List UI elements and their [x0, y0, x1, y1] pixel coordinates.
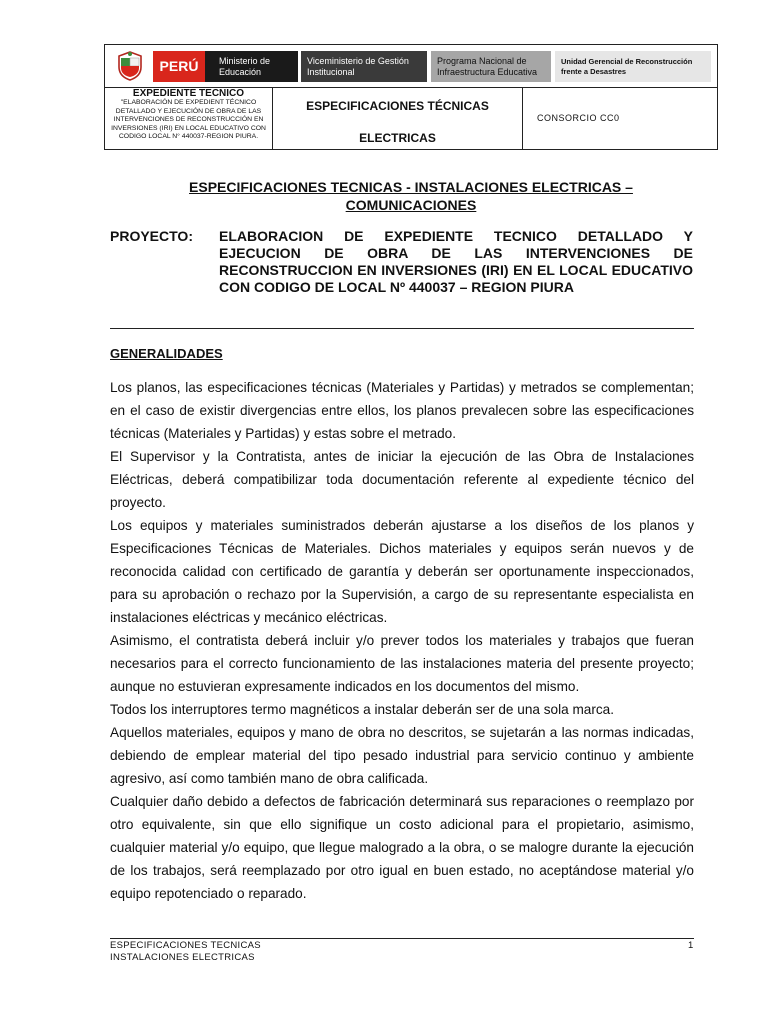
- footer-line2: INSTALACIONES ELECTRICAS: [110, 952, 255, 963]
- peru-label: PERÚ: [153, 51, 205, 82]
- project-label: PROYECTO:: [110, 228, 193, 244]
- paragraph: El Supervisor y la Contratista, antes de iniciar la ejecución de las Obra de Instalaciones Eléctricas, deberá compatibilizar toda documentación referente al expediente técnico del proyecto.: [110, 449, 694, 510]
- expediente-description: "ELABORACIÓN DE EXPEDIENT TÉCNICO DETALLADO Y EJECUCIÓN DE OBRA DE LAS INTERVENCIONES DE RECONSTRUCCIÓN EN INVERSIONES (IRI) EN LOCAL EDUCATIVO CON CODIGO LOCAL N° 440037-REGION PIURA.: [111, 99, 266, 141]
- footer-line1: ESPECIFICACIONES TECNICAS: [110, 940, 261, 951]
- document-header: [104, 44, 718, 150]
- paragraph: Cualquier daño debido a defectos de fabricación determinará sus reparaciones o reemplazo por otro equivalente, sin que ello signifique un costo adicional para el propietario, asimismo, cualquier material y/o equipo, que llegue malogrado a la obra, o se malogre durante la ejecución de los trabajos, será reemplazado por otro igual en buen estado, no aceptándose material y/o equipo repotenciado o reparado.: [110, 794, 694, 901]
- paragraph: Asimismo, el contratista deberá incluir y/o prever todos los materiales y trabajos que fueran necesarios para el correcto funcionamiento de las instalaciones materia del presente proyecto; aunque no estuvieran expresamente indicados en los documentos del mismo.: [110, 633, 694, 694]
- body-paragraphs: [110, 376, 694, 905]
- programa-label: Programa Nacional de Infraestructura Educativa: [431, 51, 551, 82]
- paragraph: Los planos, las especificaciones técnicas (Materiales y Partidas) y metrados se complementan; en el caso de existir divergencias entre ellos, los planos prevalecen sobre las especificaciones técnicas (Materiales y Partidas) y estas sobre el metrado.: [110, 380, 694, 441]
- viceministerio-label: Viceministerio de Gestión Institucional: [301, 51, 427, 82]
- especificaciones-title: ESPECIFICACIONES TÉCNICAS: [306, 99, 489, 113]
- footer-divider: [110, 938, 694, 939]
- paragraph: Aquellos materiales, equipos y mano de obra no descritos, se sujetarán a las normas indicadas, debiendo de emplear material del tipo pesado industrial para servicio continuo y ambiente agresivo, así como también mano de obra calificada.: [110, 725, 694, 786]
- page-number: 1: [688, 940, 694, 951]
- consorcio-label: CONSORCIO CC0: [537, 113, 620, 123]
- section-heading: GENERALIDADES: [110, 346, 223, 361]
- document-title: [104, 178, 718, 214]
- specification-cell: [273, 87, 523, 149]
- document-title-line1: ESPECIFICACIONES TECNICAS - INSTALACIONES ELECTRICAS –: [189, 179, 633, 195]
- consorcio-cell: [523, 87, 717, 149]
- paragraph: Los equipos y materiales suministrados deberán ajustarse a los diseños de los planos y Especificaciones Técnicas de Materiales. Dichos materiales y equipos serán nuevos y de reconocida calidad con certificado de garantía y deberán ser oportunamente inspeccionados, para su aprobación o rechazo por la Supervisión, a cargo de su representante especialista en instalaciones eléctricas y mecánico eléctricas.: [110, 518, 694, 625]
- logo-row: [105, 45, 717, 88]
- project-text: ELABORACION DE EXPEDIENTE TECNICO DETALLADO Y EJECUCION DE OBRA DE LAS INTERVENCIONES DE RECONSTRUCCION EN INVERSIONES (IRI) EN EL LOCAL EDUCATIVO CON CODIGO DE LOCAL Nº 440037 – REGION PIURA: [219, 228, 693, 295]
- ministerio-label: Ministerio de Educación: [205, 51, 298, 82]
- peru-coat-of-arms-icon: [115, 50, 145, 82]
- expediente-title: EXPEDIENTE TECNICO: [132, 88, 245, 99]
- section-divider: [110, 328, 694, 329]
- unidad-label: Unidad Gerencial de Reconstrucción frente a Desastres: [555, 51, 711, 82]
- document-title-line2: COMUNICACIONES: [345, 197, 477, 213]
- electricas-subtitle: ELECTRICAS: [359, 131, 436, 145]
- expediente-cell: [105, 87, 273, 149]
- paragraph: Todos los interruptores termo magnéticos a instalar deberán ser de una sola marca.: [110, 702, 614, 717]
